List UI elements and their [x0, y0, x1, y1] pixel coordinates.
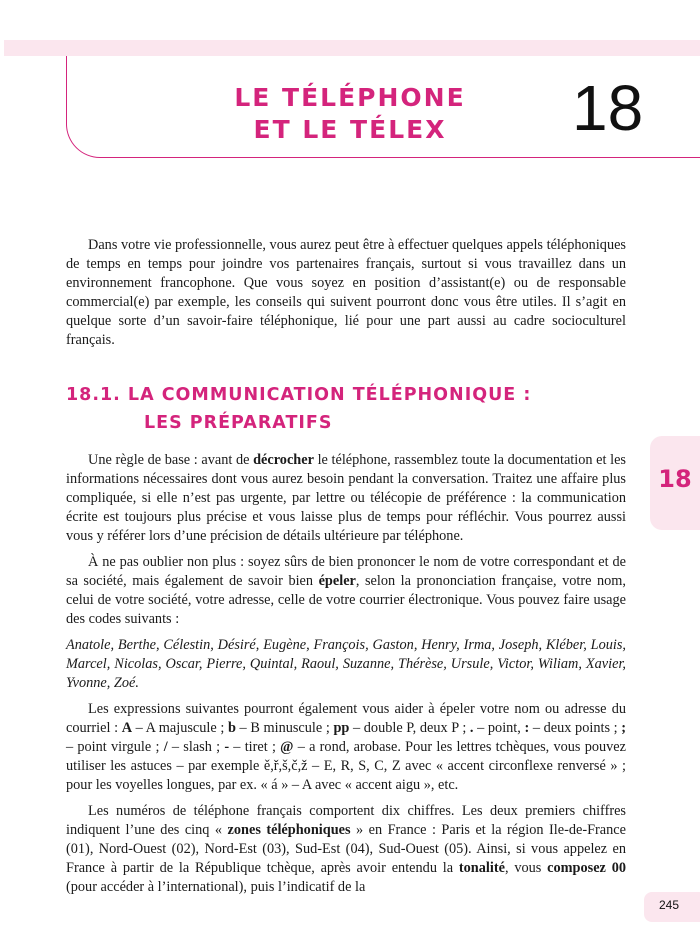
paragraph-expressions	[66, 700, 626, 795]
text-run: – point virgule ;	[66, 739, 164, 755]
paragraph-preparation	[66, 451, 626, 546]
text-run: – a rond, arobase. Pour les lettres tchèques, vous pouvez utiliser les astuces – par exemple ě,ř,š,č,ž – E, R, S, C, Z avec « accent circonflexe renversé » ; pour les voyelles longues, par ex. « á » – A avec « accent aigu », etc.	[66, 739, 626, 793]
text-run: – B minuscule ;	[235, 720, 334, 736]
text-run: – A majuscule ;	[132, 720, 228, 736]
text-run: À ne pas oublier non plus : soyez sûrs de bien prononcer le nom de votre correspondant et de sa société, mais également de savoir bien	[66, 554, 626, 589]
main-content	[66, 236, 626, 904]
bold-term: A	[121, 720, 133, 736]
bold-term: composez 00	[547, 860, 626, 876]
bold-term: .	[469, 720, 474, 736]
section-heading	[66, 381, 626, 437]
bold-term: ;	[621, 720, 626, 736]
text-run: Une règle de base : avant de	[88, 452, 254, 468]
bold-term: :	[524, 720, 530, 736]
text-run: (pour accéder à l’international), puis l’indicatif de la	[66, 879, 366, 895]
bold-term: @	[280, 739, 294, 755]
text-run: – tiret ;	[229, 739, 281, 755]
text-run: – slash ;	[167, 739, 225, 755]
section-heading-line-2: LES PRÉPARATIFS	[144, 413, 333, 433]
chapter-number: 18	[572, 72, 644, 144]
bold-term: -	[224, 739, 230, 755]
bold-term: /	[163, 739, 168, 755]
text-run: – deux points ;	[529, 720, 622, 736]
page-number: 245	[658, 898, 680, 912]
section-heading-line-1: 18.1. LA COMMUNICATION TÉLÉPHONIQUE :	[66, 385, 532, 405]
text-run: – point,	[473, 720, 525, 736]
text-run: le téléphone, rassemblez toute la documentation et les informations nécessaires dont vous aurez besoin pendant la conversation. Traitez une affaire plus compliquée, si elle n’est pas urgente, par lettre ou télécopie de préférence : la communication écrite est toujours plus précise et vous laisse plus de temps pour réfléchir. Vous pourrez aussi vous y référer lors d’une précision de détails ultérieure par téléphone.	[66, 452, 626, 544]
chapter-title-line-1: LE TÉLÉPHONE	[234, 83, 466, 112]
chapter-title	[160, 82, 540, 146]
spelling-code-names: Anatole, Berthe, Célestin, Désiré, Eugène, François, Gaston, Henry, Irma, Joseph, Kléber, Louis, Marcel, Nicolas, Oscar, Pierre, Quintal, Raoul, Suzanne, Thérèse, Ursule, Victor, Wiliam, Xavier, Yvonne, Zoé.	[66, 637, 626, 691]
top-decorative-strip	[4, 40, 700, 56]
text-run: – double P, deux P ;	[349, 720, 470, 736]
paragraph-spelling	[66, 553, 626, 629]
bold-term: pp	[333, 720, 350, 736]
chapter-side-tab-number: 18	[658, 465, 692, 493]
text-run: , selon la prononciation française, votre nom, celui de votre société, votre adresse, celle de votre courrier électronique. Vous pouvez faire usage des codes suivants :	[66, 573, 626, 627]
bold-term: b	[227, 720, 236, 736]
bold-term: décrocher	[253, 452, 314, 468]
text-run: Les expressions suivantes pourront également vous aider à épeler votre nom ou adresse du courriel :	[66, 701, 626, 736]
chapter-title-line-2: ET LE TÉLEX	[253, 115, 447, 144]
paragraph-phone-numbers	[66, 802, 626, 897]
bold-term: épeler	[318, 573, 356, 589]
bold-term: tonalité	[458, 860, 505, 876]
intro-paragraph: Dans votre vie professionnelle, vous aurez peut être à effectuer quelques appels téléphoniques de temps en temps pour joindre vos partenaires français, surtout si vous travaillez dans un environnement francophone. Que vous soyez en position d’assistant(e) ou de responsable commercial(e) par exemple, les conseils qui suivent pourront donc vous être utiles. Il s’agit en quelque sorte d’un savoir-faire téléphonique, lié pour une part aussi au cadre socioculturel français.	[66, 237, 626, 348]
bold-term: zones téléphoniques	[227, 822, 351, 838]
text-run: , vous	[504, 860, 548, 876]
text-run: » en France : Paris et la région Ile-de-France (01), Nord-Ouest (02), Nord-Est (03), Sud-Est (04), Sud-Ouest (05). Ainsi, si vous appelez en France à partir de la République tchèque, après avoir entendu la	[66, 822, 626, 876]
text-run: Les numéros de téléphone français comportent dix chiffres. Les deux premiers chiffres indiquent l’une des cinq «	[66, 803, 626, 838]
